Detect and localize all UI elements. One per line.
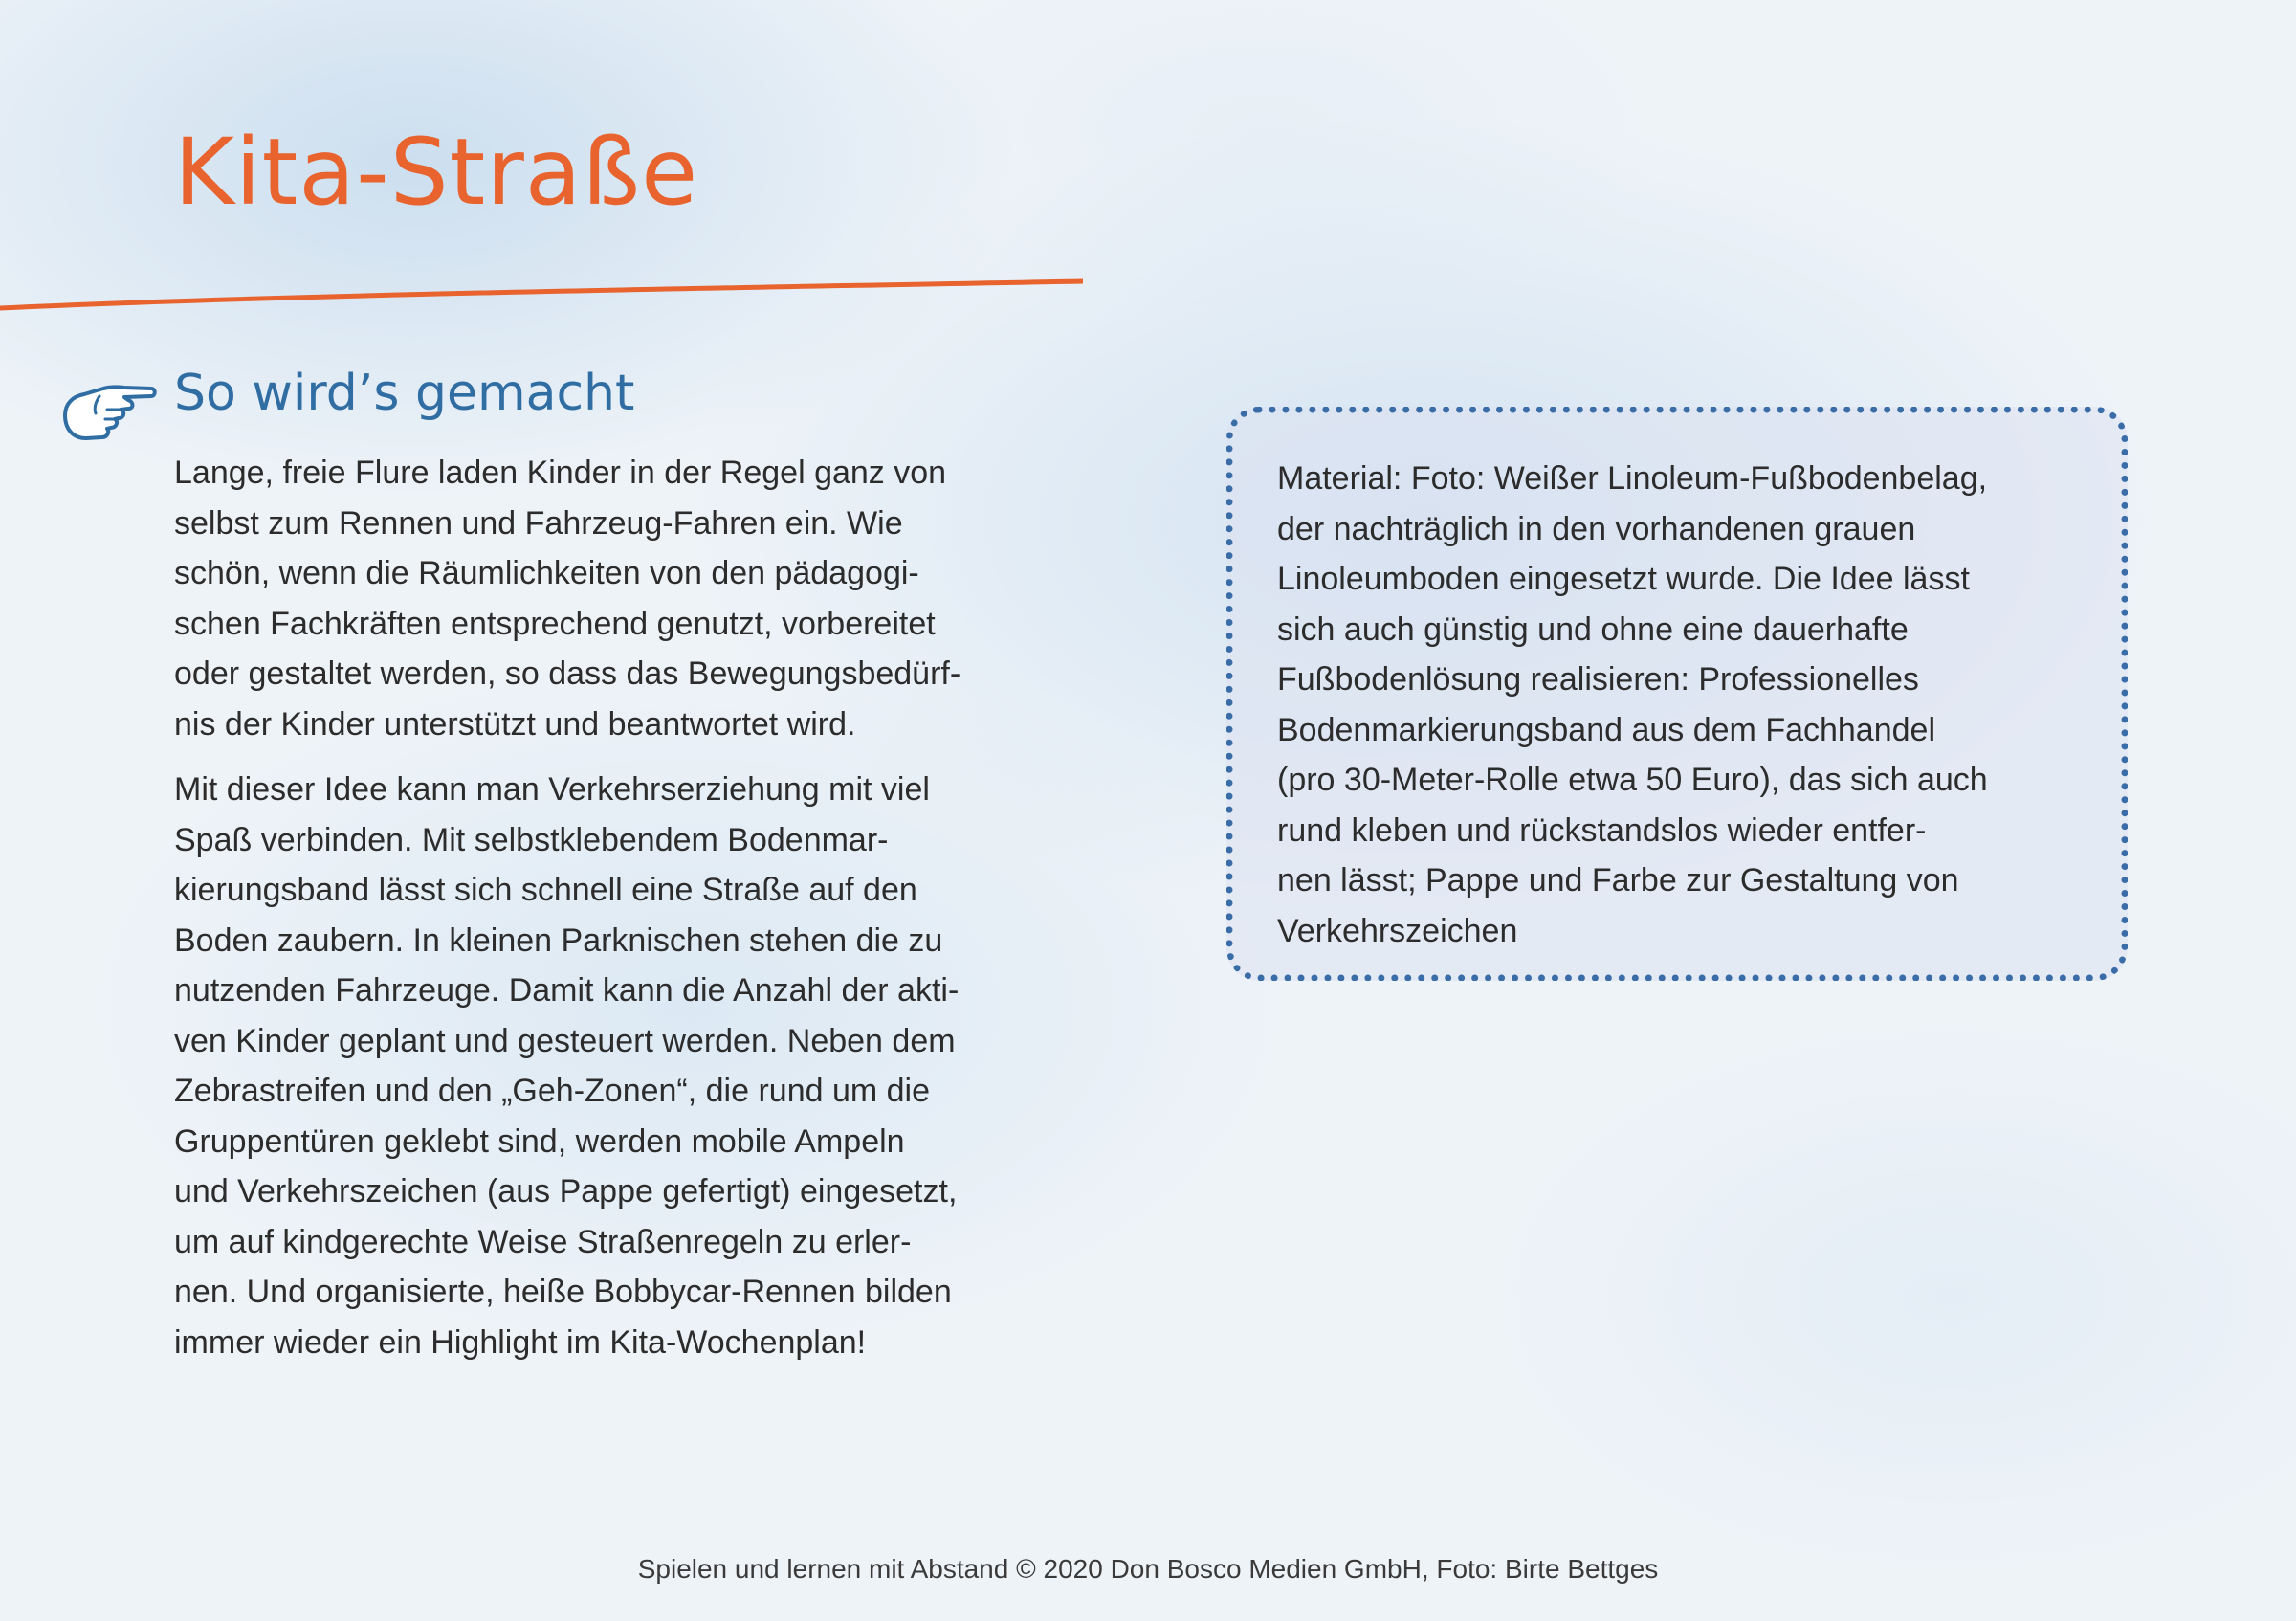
footer-credit: Spielen und lernen mit Abstand © 2020 Don Bosco Medien GmbH, Foto: Birte Bettges — [637, 1554, 1659, 1584]
section-heading: So wird’s gemacht — [174, 365, 635, 422]
body-paragraph: Mit dieser Idee kann man Verkehrserziehung mit viel Spaß verbinden. Mit selbstklebendem Bodenmar- kierungsband lässt sich schnell eine Straße auf den Boden zaubern. In kleinen Parknischen stehen die zu nutzenden Fahrzeuge. Damit kann die Anzahl der akti- ven Kinder geplant und gesteuert werden. Neben dem Zebrastreifen und den „Geh-Zonen“, die rund um die Gruppentüren geklebt sind, werden mobile Ampeln und Verkehrszeichen (aus Pappe gefertigt) eingesetzt, um auf kindgerechte Weise Straßenregeln zu erler- nen. Und organisierte, heiße Bobbycar-Rennen bilden immer wieder ein Highlight im Kita-Wochenplan! — [174, 771, 960, 1361]
title-underline — [0, 278, 1083, 316]
material-box — [1226, 407, 2128, 981]
material-text: Material: Foto: Weißer Linoleum-Fußbodenbelag, der nachträglich in den vorhandenen grauen Linoleumboden eingesetzt wurde. Die Idee lässt sich auch günstig und ohne eine dauerhafte Fußbodenlösung realisieren: Professionelles Bodenmarkierungsband aus dem Fachhandel (pro 30-Meter-Rolle etwa 50 Euro), das sich auch rund kleben und rückstandslos wieder entfer- nen lässt; Pappe und Farbe zur Gestaltung von Verkehrszeichen — [1277, 460, 1988, 949]
body-text — [174, 448, 1054, 1383]
page-title: Kita-Straße — [174, 119, 699, 226]
pointing-hand-icon — [61, 375, 157, 444]
body-paragraph: Lange, freie Flure laden Kinder in der Regel ganz von selbst zum Rennen und Fahrzeug-Fahren ein. Wie schön, wenn die Räumlichkeiten von den pädagogi- schen Fachkräften entsprechend genutzt, vorbereitet oder gestaltet werden, so dass das Bewegungsbedürf- nis der Kinder unterstützt und beantwortet wird. — [174, 455, 961, 743]
